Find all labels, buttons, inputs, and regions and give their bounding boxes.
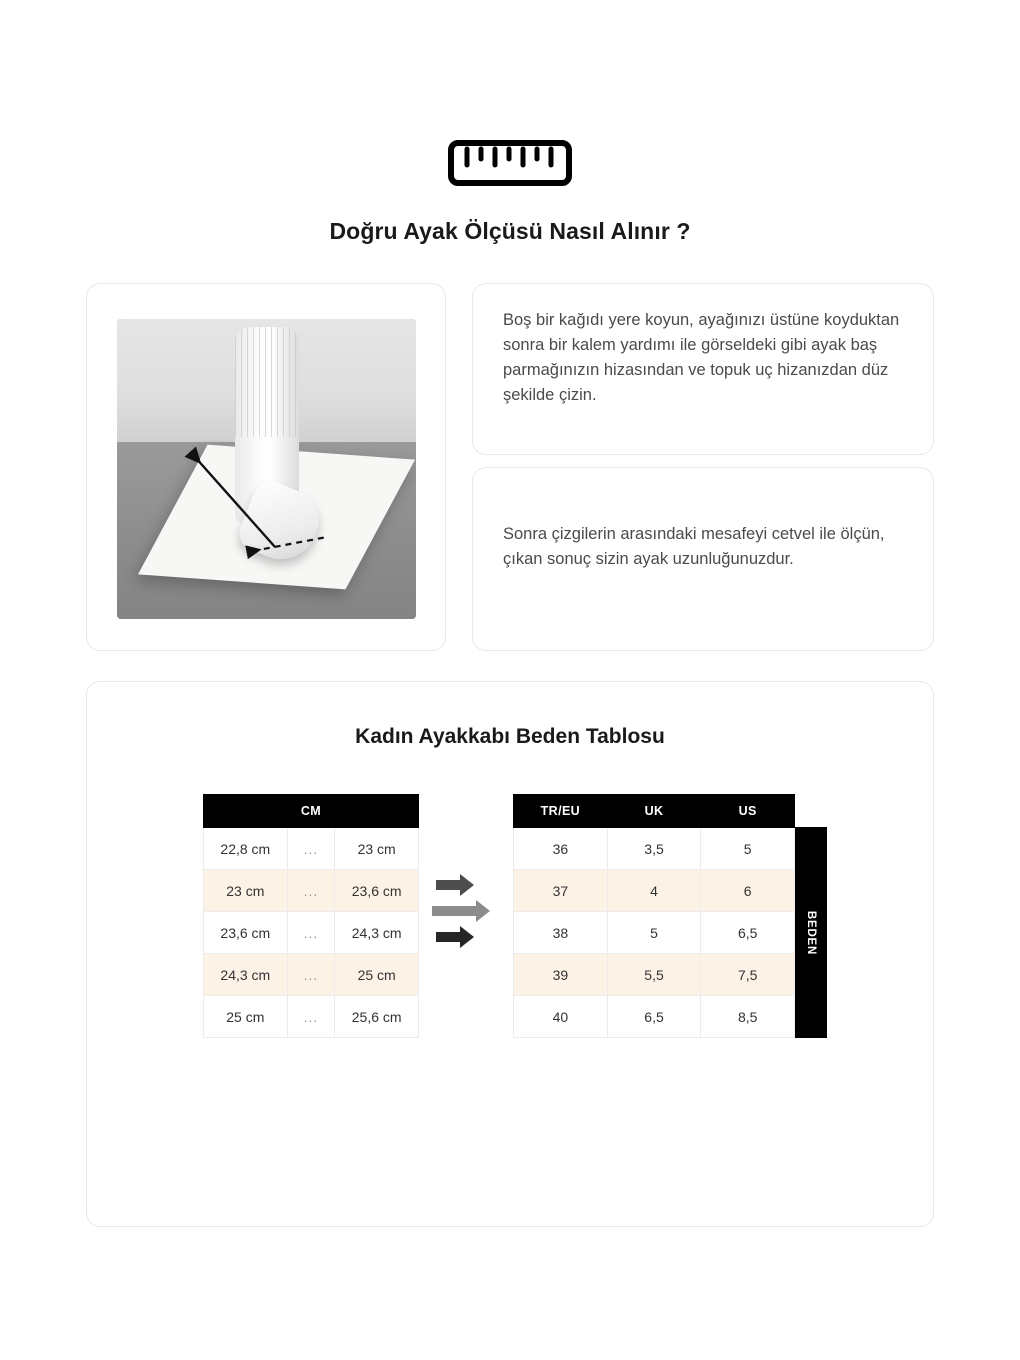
ruler-icon bbox=[448, 140, 572, 186]
instruction-step-2-text: Sonra çizgilerin arasındaki mesafeyi cetvel ile ölçün, çıkan sonuç sizin ayak uzunluğunuzdur. bbox=[503, 525, 885, 568]
cm-dots-cell: ... bbox=[287, 954, 335, 996]
table-row bbox=[514, 912, 795, 954]
cm-from-cell: 23 cm bbox=[204, 870, 288, 912]
table-row bbox=[514, 828, 795, 870]
tr-eu-cell: 40 bbox=[514, 996, 608, 1038]
instruction-step-1-text: Boş bir kağıdı yere koyun, ayağınızı üstüne koyduktan sonra bir kalem yardımı ile görseldeki gibi ayak baş parmağınızın hizasından ve topuk uç hizanızdan düz şekilde çizin. bbox=[503, 311, 900, 404]
us-cell: 8,5 bbox=[701, 996, 795, 1038]
cm-to-cell: 23,6 cm bbox=[335, 870, 419, 912]
cm-from-cell: 22,8 cm bbox=[204, 828, 288, 870]
table-row bbox=[514, 870, 795, 912]
us-cell: 5 bbox=[701, 828, 795, 870]
beden-label-text: BEDEN bbox=[805, 910, 817, 955]
uk-cell: 4 bbox=[607, 870, 701, 912]
cm-dots-cell: ... bbox=[287, 996, 335, 1038]
table-row bbox=[204, 912, 419, 954]
table-row bbox=[514, 954, 795, 996]
uk-cell: 5 bbox=[607, 912, 701, 954]
cm-range-table bbox=[203, 794, 419, 1038]
table-row bbox=[514, 996, 795, 1038]
cm-from-cell: 25 cm bbox=[204, 996, 288, 1038]
size-conversion-table bbox=[513, 794, 795, 1038]
uk-cell: 6,5 bbox=[607, 996, 701, 1038]
cm-header-cell: CM bbox=[204, 795, 419, 828]
cm-dots-cell: ... bbox=[287, 828, 335, 870]
size-table-header-row bbox=[514, 795, 795, 828]
cm-to-cell: 24,3 cm bbox=[335, 912, 419, 954]
cm-dots-cell: ... bbox=[287, 870, 335, 912]
table-row bbox=[204, 996, 419, 1038]
tr-eu-cell: 37 bbox=[514, 870, 608, 912]
tr-eu-cell: 39 bbox=[514, 954, 608, 996]
uk-cell: 3,5 bbox=[607, 828, 701, 870]
us-cell: 6,5 bbox=[701, 912, 795, 954]
ruler-icon-container bbox=[0, 140, 1020, 186]
cm-to-cell: 23 cm bbox=[335, 828, 419, 870]
instruction-step-1-card bbox=[472, 283, 934, 455]
table-row bbox=[204, 870, 419, 912]
cm-to-cell: 25 cm bbox=[335, 954, 419, 996]
cm-dots-cell: ... bbox=[287, 912, 335, 954]
table-row bbox=[204, 954, 419, 996]
cm-table-header-row bbox=[204, 795, 419, 828]
instruction-photo-card bbox=[86, 283, 446, 651]
photo-sock-ribbing bbox=[235, 327, 299, 437]
size-chart-title: Kadın Ayakkabı Beden Tablosu bbox=[355, 725, 665, 748]
table-row bbox=[204, 828, 419, 870]
header-us: US bbox=[701, 795, 795, 828]
cm-from-cell: 23,6 cm bbox=[204, 912, 288, 954]
uk-cell: 5,5 bbox=[607, 954, 701, 996]
us-cell: 7,5 bbox=[701, 954, 795, 996]
beden-vertical-label bbox=[795, 827, 827, 1038]
tr-eu-cell: 38 bbox=[514, 912, 608, 954]
cm-to-cell: 25,6 cm bbox=[335, 996, 419, 1038]
conversion-arrows-icon bbox=[432, 874, 508, 954]
us-cell: 6 bbox=[701, 870, 795, 912]
header-uk: UK bbox=[607, 795, 701, 828]
page-title: Doğru Ayak Ölçüsü Nasıl Alınır ? bbox=[329, 218, 691, 244]
header-tr-eu: TR/EU bbox=[514, 795, 608, 828]
size-chart-card bbox=[86, 681, 934, 1227]
tr-eu-cell: 36 bbox=[514, 828, 608, 870]
instruction-step-2-card bbox=[472, 467, 934, 651]
foot-measure-photo bbox=[117, 319, 416, 619]
cm-from-cell: 24,3 cm bbox=[204, 954, 288, 996]
